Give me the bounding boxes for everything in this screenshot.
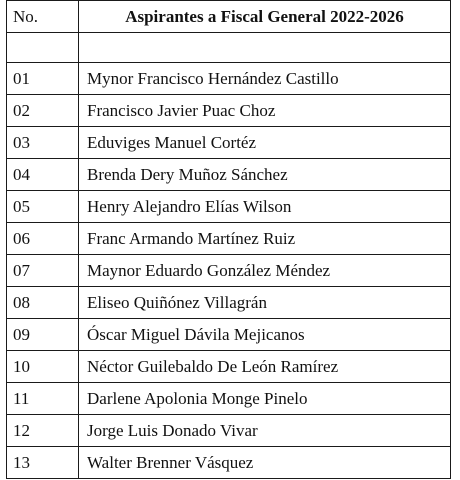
table-row [7, 223, 451, 255]
table-cell-candidate-name: Maynor Eduardo González Méndez [79, 255, 451, 287]
table-cell-number: 11 [7, 383, 79, 415]
table-row [7, 319, 451, 351]
table-cell-candidate-name: Eduviges Manuel Cortéz [79, 127, 451, 159]
table-row [7, 159, 451, 191]
table-cell-candidate-name: Mynor Francisco Hernández Castillo [79, 63, 451, 95]
table-cell-number: 06 [7, 223, 79, 255]
table-cell-empty [7, 33, 79, 63]
table-row [7, 447, 451, 479]
table-cell-number: 09 [7, 319, 79, 351]
table-empty-row [7, 33, 451, 63]
table-cell-number: 05 [7, 191, 79, 223]
table-row [7, 95, 451, 127]
table-cell-candidate-name: Eliseo Quiñónez Villagrán [79, 287, 451, 319]
table-cell-candidate-name: Franc Armando Martínez Ruiz [79, 223, 451, 255]
table-cell-number: 04 [7, 159, 79, 191]
table-cell-candidate-name: Walter Brenner Vásquez [79, 447, 451, 479]
table-cell-candidate-name: Francisco Javier Puac Choz [79, 95, 451, 127]
table-cell-number: 13 [7, 447, 79, 479]
table-cell-candidate-name: Henry Alejandro Elías Wilson [79, 191, 451, 223]
table-cell-empty [79, 33, 451, 63]
table-cell-candidate-name: Óscar Miguel Dávila Mejicanos [79, 319, 451, 351]
table-cell-number: 02 [7, 95, 79, 127]
table-row [7, 383, 451, 415]
table-row [7, 127, 451, 159]
table-cell-candidate-name: Néctor Guilebaldo De León Ramírez [79, 351, 451, 383]
table-cell-number: 01 [7, 63, 79, 95]
table-cell-candidate-name: Jorge Luis Donado Vivar [79, 415, 451, 447]
table-cell-number: 12 [7, 415, 79, 447]
candidates-table [6, 0, 451, 479]
table-row [7, 255, 451, 287]
table-header-row [7, 1, 451, 33]
table-cell-number: 08 [7, 287, 79, 319]
table-cell-candidate-name: Darlene Apolonia Monge Pinelo [79, 383, 451, 415]
table-cell-number: 07 [7, 255, 79, 287]
table-row [7, 287, 451, 319]
column-header-number: No. [7, 1, 79, 33]
table-cell-number: 10 [7, 351, 79, 383]
table-cell-candidate-name: Brenda Dery Muñoz Sánchez [79, 159, 451, 191]
table-row [7, 191, 451, 223]
table-cell-number: 03 [7, 127, 79, 159]
table-row [7, 415, 451, 447]
table-row [7, 63, 451, 95]
column-header-candidates: Aspirantes a Fiscal General 2022-2026 [79, 1, 451, 33]
table-row [7, 351, 451, 383]
